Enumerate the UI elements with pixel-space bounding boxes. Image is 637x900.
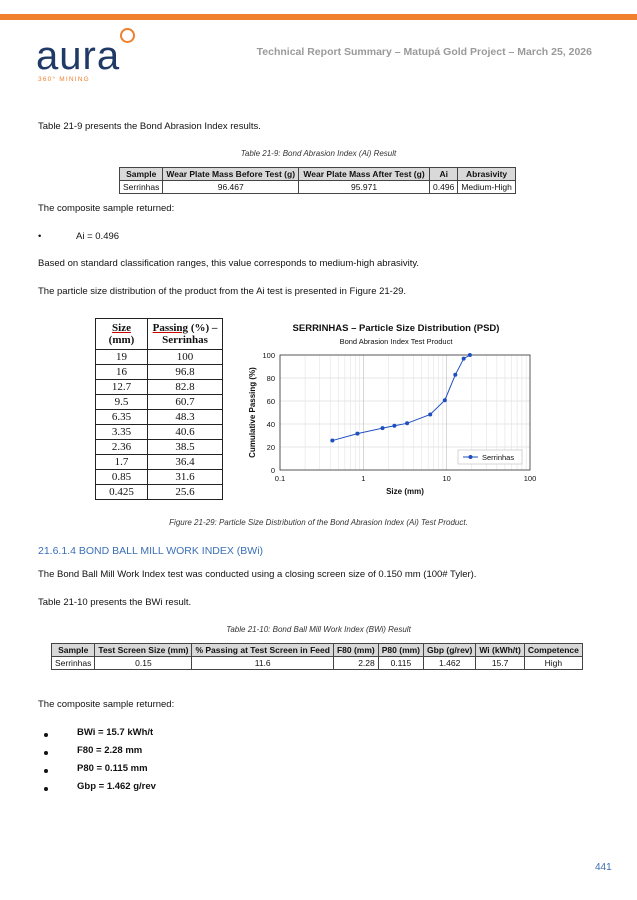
psd-header-passing <box>148 319 223 350</box>
table-header-cell: Competence <box>524 644 582 657</box>
table-cell: 3.35 <box>96 425 148 440</box>
psd-table-header <box>96 319 223 350</box>
table-header-cell: % Passing at Test Screen in Feed <box>192 644 333 657</box>
p80-bullet: P80 = 0.115 mm <box>77 763 148 774</box>
figure-caption: Figure 21-29: Particle Size Distribution of the Bond Abrasion Index (Ai) Test Product. <box>169 518 468 527</box>
table-header-cell: Sample <box>52 644 95 657</box>
table-cell: 95.971 <box>299 181 430 194</box>
f80-bullet: F80 = 2.28 mm <box>77 745 143 756</box>
table-cell: 36.4 <box>148 455 223 470</box>
table-ai-caption: Table 21-9: Bond Abrasion Index (Ai) Result <box>240 149 397 158</box>
data-point <box>355 432 359 436</box>
y-tick-label: 0 <box>270 466 275 475</box>
chart-x-axis <box>275 474 536 483</box>
table-cell: Serrinhas <box>120 181 163 194</box>
table-cell: 40.6 <box>148 425 223 440</box>
x-tick-label: 10 <box>442 474 451 483</box>
bullet-marker <box>44 733 48 737</box>
table-cell: 60.7 <box>148 395 223 410</box>
table-bwi-caption: Table 21-10: Bond Ball Mill Work Index (BWi) Result <box>226 625 411 634</box>
table-cell: 11.6 <box>192 657 333 670</box>
table-row <box>96 470 223 485</box>
table-cell: 82.8 <box>148 380 223 395</box>
series-line <box>332 355 470 441</box>
table-cell: 1.462 <box>424 657 476 670</box>
y-tick-label: 80 <box>266 374 275 383</box>
table-row <box>96 440 223 455</box>
chart-title: SERRINHAS – Particle Size Distribution (PSD) <box>292 323 500 334</box>
company-logo <box>36 28 156 84</box>
psd-table <box>95 318 223 500</box>
header-accent-bar <box>0 14 637 20</box>
x-tick-label: 0.1 <box>274 474 286 483</box>
table-cell: 100 <box>148 350 223 365</box>
bwi-description: The Bond Ball Mill Work Index test was conducted using a closing screen size of 0.150 mm (100# Tyler). <box>38 569 477 580</box>
table-cell: 16 <box>96 365 148 380</box>
table-header-row <box>120 168 516 181</box>
table-cell: 0.85 <box>96 470 148 485</box>
table-header-cell: F80 (mm) <box>333 644 378 657</box>
table-cell: Serrinhas <box>52 657 95 670</box>
table-cell: 1.7 <box>96 455 148 470</box>
table-cell: 0.425 <box>96 485 148 500</box>
logo-ring-icon <box>120 28 135 43</box>
bullet-marker <box>44 769 48 773</box>
data-point <box>443 398 447 402</box>
chart-y-axis-label: Cumulative Passing (%) <box>248 367 257 458</box>
table-header-cell: Ai <box>430 168 458 181</box>
chart-legend <box>458 450 522 464</box>
y-tick-label: 60 <box>266 397 275 406</box>
data-point <box>462 357 466 361</box>
table-cell: 38.5 <box>148 440 223 455</box>
intro-ai-text: Table 21-9 presents the Bond Abrasion Index results. <box>38 121 261 132</box>
bullet-marker <box>44 751 48 755</box>
table-row <box>96 425 223 440</box>
table-cell: 0.15 <box>95 657 192 670</box>
table-row <box>96 485 223 500</box>
composite-text-1: The composite sample returned: <box>38 203 175 214</box>
table-header-cell: P80 (mm) <box>378 644 423 657</box>
psd-header-size-unit: (mm) <box>108 334 135 346</box>
table-cell: 9.5 <box>96 395 148 410</box>
table-cell: 96.8 <box>148 365 223 380</box>
data-point <box>381 426 385 430</box>
classification-text: Based on standard classification ranges, this value corresponds to medium-high abrasivity. <box>38 258 420 269</box>
table-row <box>52 657 583 670</box>
chart-y-axis <box>262 351 275 475</box>
y-tick-label: 40 <box>266 420 275 429</box>
table-cell: 12.7 <box>96 380 148 395</box>
table-cell: 19 <box>96 350 148 365</box>
table-cell: 25.6 <box>148 485 223 500</box>
gbp-bullet: Gbp = 1.462 g/rev <box>77 781 156 792</box>
x-tick-label: 1 <box>361 474 366 483</box>
table-cell: 0.496 <box>430 181 458 194</box>
table-row <box>120 181 516 194</box>
psd-chart <box>240 318 542 500</box>
table-header-cell: Sample <box>120 168 163 181</box>
data-point <box>428 412 432 416</box>
bwi-intro-text: Table 21-10 presents the BWi result. <box>38 597 192 608</box>
data-point <box>453 373 457 377</box>
bwi-result-table <box>51 643 583 670</box>
psd-header-size <box>96 319 148 350</box>
chart-x-axis-label: Size (mm) <box>386 487 424 496</box>
table-row <box>96 455 223 470</box>
table-header-cell: Test Screen Size (mm) <box>95 644 192 657</box>
data-point <box>392 424 396 428</box>
y-tick-label: 100 <box>262 351 275 360</box>
table-header-cell: Wi (kWh/t) <box>476 644 524 657</box>
ai-result-table <box>119 167 516 194</box>
table-cell: Medium-High <box>458 181 516 194</box>
report-title: Technical Report Summary – Matupá Gold Project – March 25, 2026 <box>256 46 592 58</box>
data-point <box>468 353 472 357</box>
table-cell: 6.35 <box>96 410 148 425</box>
data-point <box>405 421 409 425</box>
table-row <box>96 410 223 425</box>
table-header-cell: Wear Plate Mass After Test (g) <box>299 168 430 181</box>
table-row <box>96 380 223 395</box>
psd-header-passing-sample: Serrinhas <box>162 334 208 346</box>
table-header-cell: Gbp (g/rev) <box>424 644 476 657</box>
table-cell: 0.115 <box>378 657 423 670</box>
table-cell: 31.6 <box>148 470 223 485</box>
table-cell: 96.467 <box>163 181 299 194</box>
y-tick-label: 20 <box>266 443 275 452</box>
bwi-bullet: BWi = 15.7 kWh/t <box>77 727 154 738</box>
table-cell: High <box>524 657 582 670</box>
psd-header-passing-unit: (%) – <box>188 322 218 334</box>
logo-wordmark: aura <box>36 34 121 78</box>
table-cell: 2.28 <box>333 657 378 670</box>
table-header-row <box>52 644 583 657</box>
chart-series <box>330 353 472 443</box>
table-header-cell: Abrasivity <box>458 168 516 181</box>
psd-intro-text: The particle size distribution of the product from the Ai test is presented in Figure 21-29. <box>38 286 407 297</box>
section-heading: 21.6.1.4 BOND BALL MILL WORK INDEX (BWi) <box>38 545 264 557</box>
bullet-marker <box>44 787 48 791</box>
table-cell: 48.3 <box>148 410 223 425</box>
table-row <box>96 365 223 380</box>
legend-marker <box>469 455 473 459</box>
table-row <box>96 395 223 410</box>
table-cell: 15.7 <box>476 657 524 670</box>
ai-bullet <box>38 231 120 242</box>
table-header-cell: Wear Plate Mass Before Test (g) <box>163 168 299 181</box>
chart-subtitle: Bond Abrasion Index Test Product <box>339 337 453 346</box>
ai-bullet-text: Ai = 0.496 <box>76 231 120 242</box>
data-point <box>330 439 334 443</box>
psd-header-passing-label: Passing <box>152 322 189 334</box>
psd-header-size-label: Size <box>112 322 131 334</box>
table-cell: 2.36 <box>96 440 148 455</box>
bullet-marker: • <box>38 231 42 242</box>
x-tick-label: 100 <box>523 474 537 483</box>
table-row <box>96 350 223 365</box>
page-number: 441 <box>595 862 612 873</box>
logo-tagline: 360° MINING <box>38 76 90 83</box>
composite-text-2: The composite sample returned: <box>38 699 175 710</box>
legend-label: Serrinhas <box>482 453 515 462</box>
